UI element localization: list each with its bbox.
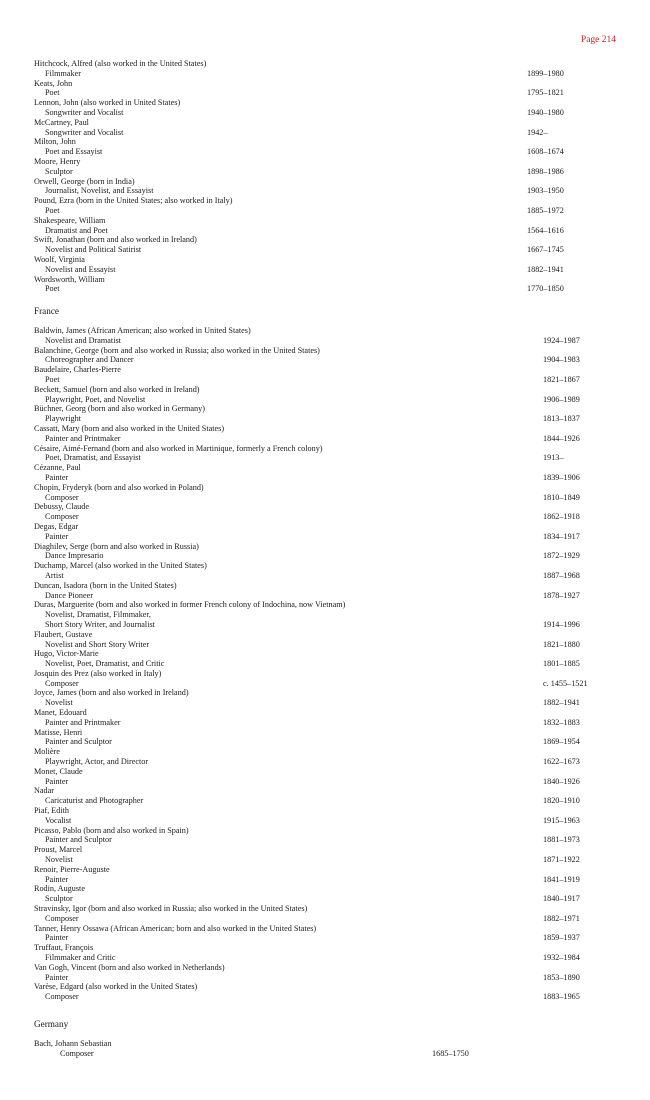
life-dates: 1932–1984 (543, 953, 580, 962)
person-name: Matisse, Henri (34, 727, 83, 737)
life-dates: 1899–1980 (527, 68, 564, 78)
person-name: Moore, Henry (34, 156, 81, 166)
life-dates: 1801–1885 (543, 659, 580, 669)
person-name: Stravinsky, Igor (born and also worked in Russia; also worked in the United States) (34, 904, 308, 914)
person-role: Poet (45, 374, 60, 384)
directory-entry (0, 728, 650, 748)
directory-entry (0, 982, 650, 1002)
directory-entry (0, 59, 650, 79)
life-dates: 1872–1929 (543, 551, 580, 561)
life-dates: 1832–1883 (543, 717, 580, 727)
directory-entry (0, 630, 650, 650)
section-heading-germany: Germany (34, 1019, 69, 1029)
person-role: Playwright (45, 414, 81, 424)
person-name: Truffaut, François (34, 943, 94, 953)
person-name: Diaghilev, Serge (born and also worked in Russia) (34, 541, 199, 551)
directory-entry (0, 98, 650, 118)
directory-entry (0, 826, 650, 846)
life-dates: 1820–1910 (543, 796, 580, 806)
directory-entry (0, 943, 650, 963)
person-role: Dance Pioneer (45, 590, 93, 600)
person-name: Renoir, Pierre-Auguste (34, 864, 110, 874)
life-dates: 1881–1973 (543, 835, 580, 845)
directory-entry (0, 904, 650, 924)
person-name: Keats, John (34, 78, 73, 88)
person-role: Caricaturist and Photographer (45, 796, 144, 806)
directory-entry (0, 708, 650, 728)
person-name: Shakespeare, William (34, 215, 106, 225)
person-name: Pound, Ezra (born in the United States; also worked in Italy) (34, 196, 233, 206)
person-name: Bach, Johann Sebastian (34, 1039, 112, 1048)
person-role: Filmmaker (45, 68, 81, 78)
directory-entry (0, 365, 650, 385)
life-dates: 1564–1616 (527, 225, 564, 235)
person-role: Choreographer and Dancer (45, 355, 134, 365)
life-dates: 1844–1926 (543, 433, 580, 443)
life-dates: 1795–1821 (527, 88, 564, 98)
person-name: Molière (34, 747, 60, 757)
person-role: Painter (45, 472, 69, 482)
life-dates: 1915–1963 (543, 815, 580, 825)
person-role: Songwriter and Vocalist (45, 107, 124, 117)
person-role: Novelist, Dramatist, Filmmaker, (45, 610, 151, 620)
life-dates: 1903–1950 (527, 186, 564, 196)
directory-entry (0, 326, 650, 346)
directory-entry (0, 747, 650, 767)
person-role: Painter (45, 874, 69, 884)
person-name: Baudelaire, Charles-Pierre (34, 365, 121, 375)
person-name: Chopin, Fryderyk (born and also worked in Poland) (34, 482, 204, 492)
person-role: Poet (45, 88, 60, 98)
person-role: Dramatist and Poet (45, 225, 108, 235)
life-dates: 1810–1849 (543, 492, 580, 502)
life-dates: 1913– (543, 453, 564, 463)
life-dates: 1906–1989 (543, 394, 580, 404)
life-dates: 1813–1837 (543, 414, 580, 424)
directory-entry (0, 444, 650, 464)
person-role: Novelist and Political Satirist (45, 245, 142, 255)
person-role: Painter (45, 531, 69, 541)
person-role: Novelist (45, 855, 73, 865)
directory-entry (0, 177, 650, 197)
section-heading-france: France (34, 306, 59, 316)
directory-entry (0, 786, 650, 806)
person-role: Painter (45, 933, 69, 943)
person-role: Vocalist (45, 815, 72, 825)
life-dates: c. 1455–1521 (543, 678, 588, 688)
person-name: Büchner, Georg (born and also worked in Germany) (34, 404, 205, 414)
person-role: Painter (45, 776, 69, 786)
person-role: Journalist, Novelist, and Essayist (45, 186, 154, 196)
person-role: Songwriter and Vocalist (45, 127, 124, 137)
person-name: Beckett, Samuel (born and also worked in Ireland) (34, 384, 200, 394)
directory-entry (0, 581, 650, 601)
directory-entry (0, 767, 650, 787)
person-role: Poet and Essayist (45, 147, 103, 157)
life-dates: 1878–1927 (543, 590, 580, 600)
life-dates: 1885–1972 (527, 205, 564, 215)
life-dates: 1841–1919 (543, 874, 580, 884)
person-role: Painter (45, 972, 69, 982)
person-name: Milton, John (34, 137, 76, 147)
person-name: Joyce, James (born and also worked in Ireland) (34, 688, 189, 698)
directory-entry (0, 963, 650, 983)
directory-entry (0, 79, 650, 99)
person-role: Composer (45, 512, 79, 522)
directory-entry (0, 255, 650, 275)
person-name: Césaire, Aimé-Fernand (born and also worked in Martinique, formerly a French colony) (34, 443, 323, 453)
person-role: Filmmaker and Critic (45, 953, 116, 962)
person-role: Playwright, Actor, and Director (45, 757, 149, 767)
directory-entry (0, 404, 650, 424)
life-dates: 1821–1880 (543, 639, 580, 649)
section-uk (0, 59, 650, 294)
life-dates: 1622–1673 (543, 757, 580, 767)
person-role: Short Story Writer, and Journalist (45, 619, 155, 629)
person-role: Sculptor (45, 894, 73, 904)
person-name: Degas, Edgar (34, 521, 79, 531)
person-role: Composer (60, 1048, 94, 1058)
life-dates: 1840–1917 (543, 894, 580, 904)
person-role: Playwright, Poet, and Novelist (45, 394, 146, 404)
person-role: Painter and Sculptor (45, 835, 112, 845)
directory-entry (0, 346, 650, 366)
person-name: Nadar (34, 786, 55, 796)
directory-entry (0, 669, 650, 689)
life-dates: 1853–1890 (543, 972, 580, 982)
life-dates: 1904–1983 (543, 355, 580, 365)
person-role: Painter and Printmaker (45, 433, 121, 443)
person-role: Composer (45, 678, 79, 688)
directory-entry (0, 118, 650, 138)
person-role: Novelist, Poet, Dramatist, and Critic (45, 659, 165, 669)
person-role: Novelist (45, 698, 73, 708)
person-name: Josquin des Prez (also worked in Italy) (34, 668, 162, 678)
directory-entry (0, 385, 650, 405)
section-germany (0, 1039, 650, 1059)
life-dates: 1898–1986 (527, 166, 564, 176)
person-name: Piaf, Edith (34, 806, 70, 816)
person-name: Flaubert, Gustave (34, 629, 93, 639)
life-dates: 1608–1674 (527, 147, 564, 157)
life-dates: 1940–1980 (527, 107, 564, 117)
directory-entry (0, 463, 650, 483)
directory-entry (0, 806, 650, 826)
person-name: Manet, Edouard (34, 708, 87, 718)
person-name: Cézanne, Paul (34, 463, 81, 473)
life-dates: 1871–1922 (543, 855, 580, 865)
directory-entry (0, 865, 650, 885)
person-role: Composer (45, 913, 79, 923)
person-role: Painter and Printmaker (45, 717, 121, 727)
person-name: Van Gogh, Vincent (born and also worked in Netherlands) (34, 962, 225, 972)
life-dates: 1839–1906 (543, 472, 580, 482)
directory-entry (0, 137, 650, 157)
life-dates: 1821–1867 (543, 374, 580, 384)
directory-entry (0, 561, 650, 581)
entry-list (0, 59, 650, 294)
page-number: Page 214 (580, 35, 616, 45)
person-name: Lennon, John (also worked in United States) (34, 98, 181, 108)
person-role: Novelist and Short Story Writer (45, 639, 150, 649)
person-name: Balanchine, George (born and also worked in Russia; also worked in the United States) (34, 345, 320, 355)
person-role: Poet (45, 205, 60, 215)
entry-list (0, 326, 650, 1002)
life-dates: 1914–1996 (543, 619, 580, 629)
person-name: Duras, Marguerite (born and also worked in former French colony of Indochina, now Vietnam) (34, 600, 346, 610)
life-dates: 1883–1965 (543, 992, 580, 1002)
person-name: Varèse, Edgard (also worked in the United States) (34, 982, 198, 992)
directory-entry (0, 884, 650, 904)
person-name: Orwell, George (born in India) (34, 176, 135, 186)
person-role: Poet (45, 284, 60, 294)
person-role: Artist (45, 570, 64, 580)
person-name: Wordsworth, William (34, 274, 105, 284)
person-role: Composer (45, 992, 79, 1002)
directory-entry (0, 924, 650, 944)
directory-entry (0, 688, 650, 708)
directory-entry (0, 649, 650, 669)
life-dates: 1869–1954 (543, 737, 580, 747)
directory-entry (0, 424, 650, 444)
person-name: Cassatt, Mary (born and also worked in the United States) (34, 423, 225, 433)
life-dates: 1834–1917 (543, 531, 580, 541)
person-name: Picasso, Pablo (born and also worked in Spain) (34, 825, 189, 835)
directory-entry (0, 600, 650, 629)
life-dates: 1882–1941 (527, 264, 564, 274)
entry-list (0, 1039, 650, 1059)
directory-entry (0, 1039, 650, 1059)
directory-entry (0, 502, 650, 522)
person-name: Tanner, Henry Ossawa (African American; born and also worked in the United States) (34, 923, 317, 933)
life-dates: 1882–1941 (543, 698, 580, 708)
person-name: Rodin, Auguste (34, 884, 85, 894)
person-role: Painter and Sculptor (45, 737, 112, 747)
life-dates: 1862–1918 (543, 512, 580, 522)
directory-entry (0, 522, 650, 542)
directory-entry (0, 157, 650, 177)
person-role: Composer (45, 492, 79, 502)
person-name: Baldwin, James (African American; also worked in United States) (34, 326, 251, 335)
life-dates: 1859–1937 (543, 933, 580, 943)
person-name: Proust, Marcel (34, 845, 83, 855)
person-role: Dance Impresario (45, 551, 104, 561)
person-name: Hitchcock, Alfred (also worked in the United States) (34, 59, 207, 68)
directory-entry (0, 483, 650, 503)
person-name: McCartney, Paul (34, 117, 89, 127)
life-dates: 1887–1968 (543, 570, 580, 580)
person-role: Novelist and Dramatist (45, 335, 121, 345)
directory-entry (0, 235, 650, 255)
directory-entry (0, 196, 650, 216)
person-role: Poet, Dramatist, and Essayist (45, 453, 141, 463)
person-name: Duncan, Isadora (born in the United States) (34, 580, 177, 590)
life-dates: 1685–1750 (432, 1048, 469, 1058)
life-dates: 1882–1971 (543, 913, 580, 923)
life-dates: 1667–1745 (527, 245, 564, 255)
person-name: Monet, Claude (34, 766, 83, 776)
life-dates: 1770–1850 (527, 284, 564, 294)
person-name: Woolf, Virginia (34, 254, 85, 264)
person-role: Novelist and Essayist (45, 264, 116, 274)
person-role: Sculptor (45, 166, 73, 176)
person-name: Swift, Jonathan (born and also worked in Ireland) (34, 235, 197, 245)
directory-entry (0, 275, 650, 295)
life-dates: 1840–1926 (543, 776, 580, 786)
life-dates: 1924–1987 (543, 335, 580, 345)
person-name: Duchamp, Marcel (also worked in the United States) (34, 561, 207, 571)
life-dates: 1942– (527, 127, 548, 137)
directory-entry (0, 845, 650, 865)
directory-entry (0, 216, 650, 236)
section-france (0, 326, 650, 1002)
person-name: Hugo, Victor-Marie (34, 649, 99, 659)
directory-entry (0, 542, 650, 562)
person-name: Debussy, Claude (34, 502, 89, 512)
